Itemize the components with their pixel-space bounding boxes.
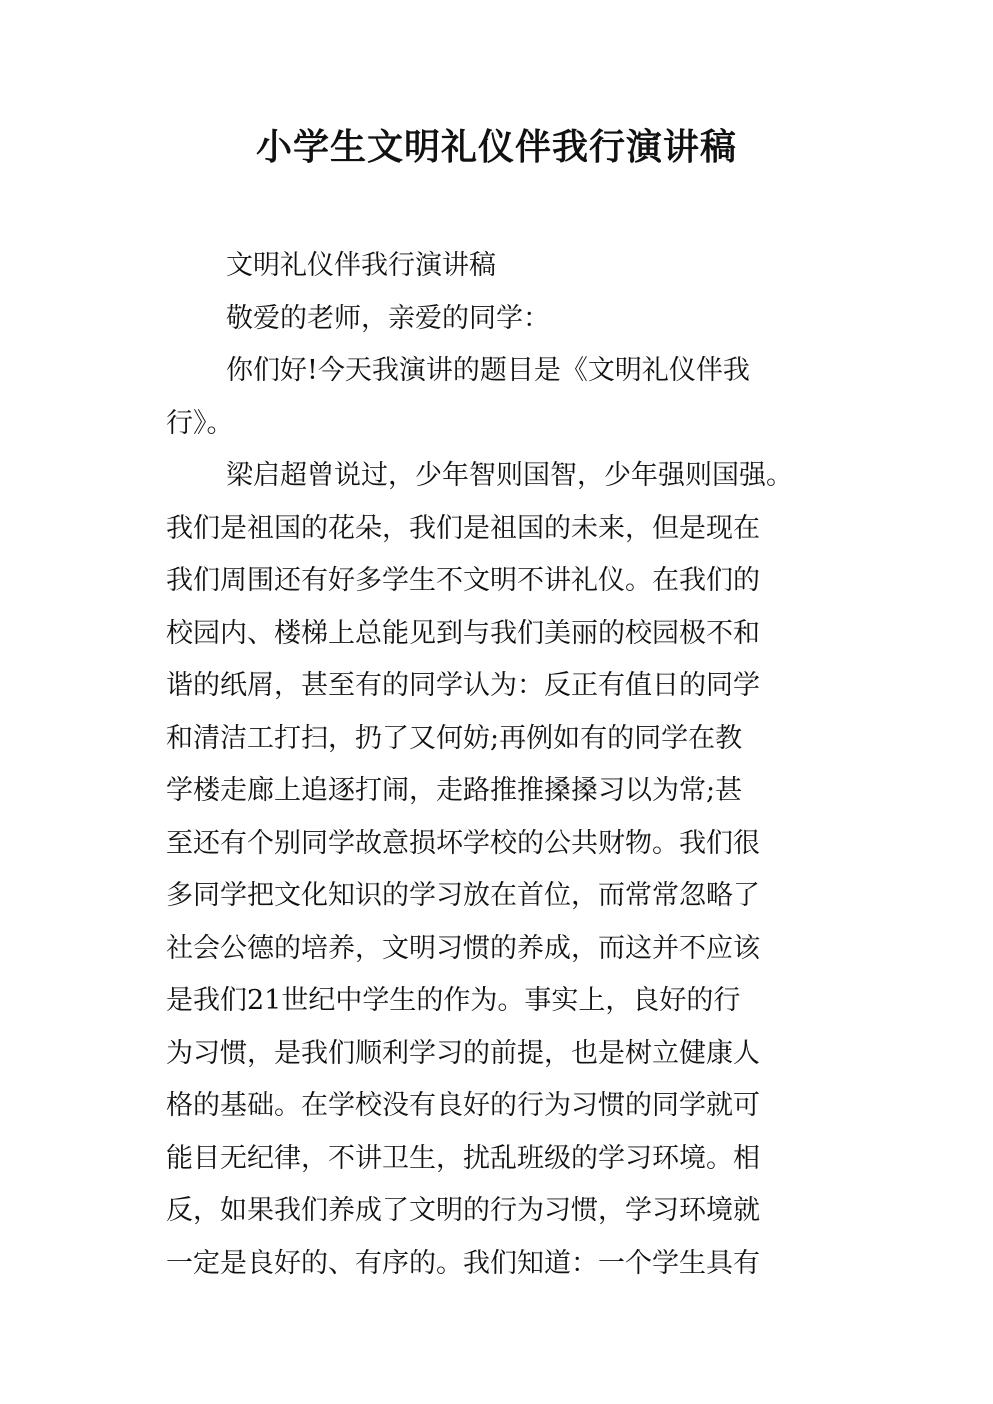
body-line: 你们好!今天我演讲的题目是《文明礼仪伴我 (226, 355, 750, 386)
body-line: 学楼走廊上追逐打闹，走路推推搡搡习以为常;甚 (166, 775, 743, 806)
body-line: 和清洁工打扫，扔了又何妨;再例如有的同学在教 (166, 722, 743, 754)
body-line: 一定是良好的、有序的。我们知道：一个学生具有 (166, 1247, 760, 1279)
body-line: 格的基础。在学校没有良好的行为习惯的同学就可 (166, 1090, 760, 1121)
body-line: 社会公德的培养，文明习惯的养成，而这并不应该 (166, 932, 760, 964)
body-line: 文明礼仪伴我行演讲稿 (226, 250, 496, 281)
body-line: 我们周围还有好多学生不文明不讲礼仪。在我们的 (166, 565, 760, 596)
body-line: 至还有个别同学故意损坏学校的公共财物。我们很 (166, 827, 760, 859)
body-line: 我们是祖国的花朵，我们是祖国的未来，但是现在 (166, 512, 760, 544)
body-line: 敬爱的老师，亲爱的同学： (226, 302, 550, 334)
body-line: 是我们21世纪中学生的作为。事实上，良好的行 (166, 985, 741, 1016)
body-line: 为习惯，是我们顺利学习的前提，也是树立健康人 (166, 1037, 760, 1069)
body-line: 反，如果我们养成了文明的行为习惯，学习环境就 (166, 1195, 760, 1226)
body-line: 能目无纪律，不讲卫生，扰乱班级的学习环境。相 (166, 1142, 760, 1174)
body-line: 梁启超曾说过，少年智则国智，少年强则国强。 (226, 460, 793, 491)
document-body (166, 240, 826, 1290)
body-line: 行》。 (166, 407, 234, 439)
body-line: 谐的纸屑，甚至有的同学认为：反正有值日的同学 (166, 670, 760, 701)
body-line: 多同学把文化知识的学习放在首位，而常常忽略了 (166, 880, 760, 911)
body-line: 校园内、楼梯上总能见到与我们美丽的校园极不和 (166, 617, 760, 649)
document-title: 小学生文明礼仪伴我行演讲稿 (255, 127, 737, 168)
